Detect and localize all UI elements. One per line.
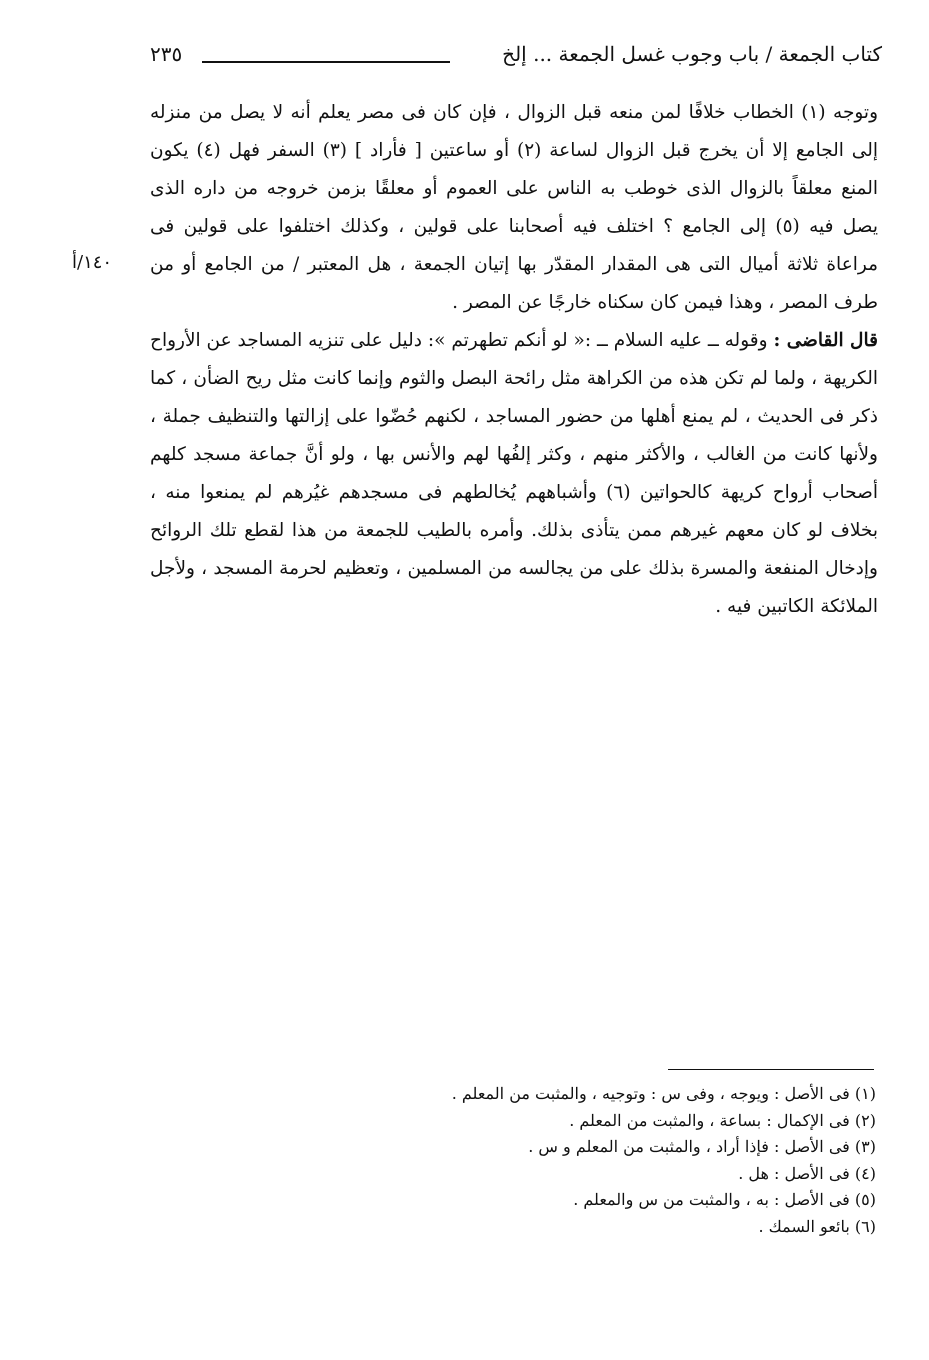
header-rule [202, 61, 450, 63]
footnote-1: (١) فى الأصل : ويوجه ، وفى س : وتوجيه ، والمثبت من المعلم . [451, 1084, 876, 1103]
paragraph-2-text: وقوله ــ عليه السلام ــ :« لو أنكم تطهرتم »: دليل على تنزيه المساجد عن الأرواح الكريهة ، ولما لم تكن هذه من الكراهة مثل رائحة البصل والثوم وإنما كانت مثل ريح الضأن ، كما ذكر فى الحديث ، لم يمنع أهلها من حضور المساجد ، لكنهم حُضّوا على إزالتها والتنظيف جملة ، ولأنها كانت من الغالب ، والأكثر منهم ، وكثر إلفُها لهم والأنس بها ، ولو أنَّ جماعة مسجد كلهم أصحاب أرواح كريهة كالحواتين (٦) وأشباههم يُخالطهم فى مسجدهم غيُرهم لم يمنعوا منه ، بخلاف لو كان معهم غيرهم ممن يتأذى بذلك. وأمره بالطيب للجمعة من هذا لقطع تلك الروائح وإدخال المنفعة والمسرة بذلك على من يجالسه من المسلمين ، وتعظيم لحرمة المسجد ، ولأجل الملائكة الكاتبين فيه . [150, 330, 878, 617]
page-number: ٢٣٥ [150, 42, 183, 66]
footnote-2: (٢) فى الإكمال : بساعة ، والمثبت من المعلم . [569, 1110, 876, 1130]
footnote-rule [668, 1069, 874, 1070]
main-text [150, 94, 878, 626]
footnote-4: (٤) فى الأصل : هل . [738, 1163, 876, 1183]
footnotes [380, 1081, 876, 1240]
page-header [150, 42, 882, 78]
footnote-6: (٦) بائعو السمك . [758, 1216, 876, 1236]
speaker-label: قال القاضى : [773, 330, 878, 351]
footnote-3: (٣) فى الأصل : فإذا أراد ، والمثبت من المعلم و س . [528, 1137, 876, 1156]
paragraph-2 [150, 322, 878, 626]
footnote-5: (٥) فى الأصل : به ، والمثبت من س والمعلم . [573, 1190, 876, 1209]
paragraph-1: وتوجه (١) الخطاب خلافًا لمن منعه قبل الزوال ، فإن كان فى مصر يعلم أنه لا يصل من منزله إلى الجامع إلا أن يخرج قبل الزوال لساعة (٢) أو ساعتين [ فأراد ] (٣) السفر فهل (٤) يكون المنع معلقاً بالزوال الذى خوطب به الناس على العموم أو معلقًا بزمن خروجه من داره الذى يصل فيه (٥) إلى الجامع ؟ اختلف فيه أصحابنا على قولين ، وكذلك اختلفوا على قولين فى مراعاة ثلاثة أميال التى هى المقدار المقدّر بها إتيان الجمعة ، هل المعتبر / من الجامع أو من طرف المصر ، وهذا فيمن كان سكناه خارجًا عن المصر . [150, 102, 879, 313]
running-title: كتاب الجمعة / باب وجوب غسل الجمعة ... إلخ [502, 42, 882, 66]
manuscript-folio-note: ١٤٠/أ [72, 252, 113, 273]
